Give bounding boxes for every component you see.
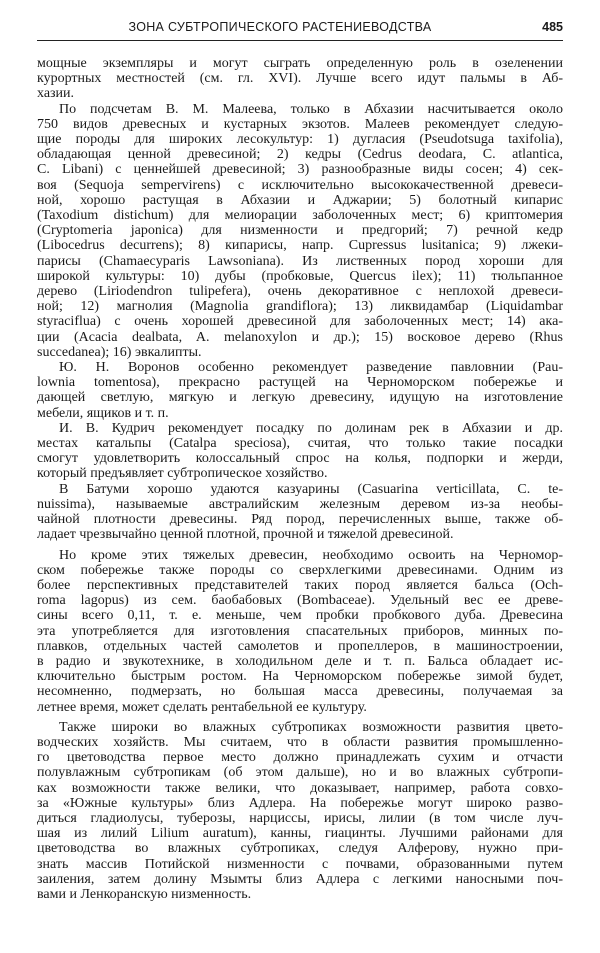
text-line: ной; 12) магнолия (Magnolia grandiflora); 13) ликвидамбар (Liquidambar — [37, 299, 563, 315]
text-line: nuissima), называемые австралийским железным деревом из-за необы- — [37, 496, 563, 512]
paragraph — [37, 360, 563, 421]
text-line: В Батуми хорошо удаются казуарины (Casuarina verticillata, C. te- — [59, 481, 563, 497]
text-line: местах катальпы (Catalpa speciosa), считая, что только такие посадки — [37, 436, 563, 452]
text-line: заиления, затем долину Мзымты близ Адлера с легкими наносными поч- — [37, 871, 563, 887]
paragraph — [37, 421, 563, 482]
text-line: (Cryptomeria japonica) для низменности и предгорий; 7) речной кедр — [37, 223, 563, 239]
text-line: (Taxodium distichum) для мелиорации заболоченных мест; 6) криптомерия — [37, 208, 563, 224]
text-line: летнее время, может сделать рентабельной ее культуру. — [37, 699, 367, 715]
text-line: курортных местностей (см. гл. XVI). Лучше всего идут пальмы в Аб- — [37, 71, 563, 87]
text-line: водческих хозяйств. Мы считаем, что в области развития промышленно- — [37, 734, 563, 750]
text-line: несомненно, подмерзать, но большая масса древесины, получаемая за — [37, 684, 563, 700]
text-line: roma lagopus) из сем. баобабовых (Bombaceae). Удельный вес ее древе- — [37, 593, 563, 609]
text-line: C. Libani) с ценнейшей древесиной; 3) разнообразные виды сосен; 4) сек- — [37, 162, 563, 178]
text-line: ции (Acacia dealbata, A. melanoxylon и др.); 15) восковое дерево (Rhus — [37, 329, 563, 345]
text-line: чайной плотности древесины. Ряд пород, перечисленных выше, также об- — [37, 512, 563, 528]
text-line: lownia tomentosa), прекрасно растущей на Черноморском побережье и — [37, 375, 563, 391]
text-line: Но кроме этих тяжелых древесин, необходимо освоить на Черномор- — [59, 547, 563, 563]
text-line: парисы (Chamaecyparis Lawsoniana). Из лиственных пород хороши для — [37, 253, 563, 269]
text-line: воя (Sequoja sempervirens) с исключительно высококачественной древеси- — [37, 177, 563, 193]
text-line: ладает чрезвычайно ценной плотной, прочной и тяжелой древесиной. — [37, 527, 454, 543]
text-line: смогут удовлетворить колоссальный спрос на колья, подпорки и жерди, — [37, 451, 563, 467]
running-title: ЗОНА СУБТРОПИЧЕСКОГО РАСТЕНИЕВОДСТВА — [128, 20, 432, 34]
text-line: обладающая ценной древесиной; 2) кедры (Cedrus deodara, C. atlantica, — [37, 147, 563, 163]
text-line: ключительно быстрым ростом. На Черноморском побережье зимой будет, — [37, 669, 563, 685]
text-line: хазии. — [37, 86, 75, 102]
text-line: дерево (Liriodendron tulipefera), очень декоративное с неплохой древеси- — [37, 284, 563, 300]
text-line: полувлажным субтропикам (об этом дальше), но и во влажных субтропи- — [37, 765, 563, 781]
text-line: который предъявляет субтропическое хозяйство. — [37, 466, 328, 482]
page-number: 485 — [542, 20, 563, 34]
text-line: вами и Ленкоранскую низменность. — [37, 886, 252, 902]
text-line: за «Южные культуры» близ Адлера. На побережье могут широко разво- — [37, 795, 563, 811]
text-line: плавков, отдельных частей самолетов и пропеллеров, в машиностроении, — [37, 638, 563, 654]
text-line: знать массив Потийской низменности с почвами, образованными путем — [37, 856, 563, 872]
paragraph — [37, 102, 563, 360]
text-line: сины всего 0,11, т. е. меньше, чем пробки пробкового дуба. Древесина — [37, 608, 563, 624]
paragraph — [37, 482, 563, 543]
text-line: ках возможности также велики, что доказывает, например, работа совхо- — [37, 780, 563, 796]
text-line: в радио и звукотехнике, в холодильном деле и т. п. Бальса обладает ис- — [37, 653, 563, 669]
text-line: шая из лилий Lilium auratum), канны, гиацинты. Лучшими районами для — [37, 826, 563, 842]
text-line: более перспективных представителей таких пород является бальса (Och- — [37, 577, 563, 593]
text-line: (Libocedrus decurrens); 8) кипарисы, напр. Cupressus lusitanica; 9) лжеки- — [37, 238, 563, 254]
text-line: широкой культуры: 10) дубы (пробковые, Quercus ilex); 11) тюльпанное — [37, 268, 563, 284]
text-line: мощные экземпляры и могут сыграть определенную роль в озеленении — [37, 56, 563, 71]
text-line: styraciflua) с очень хорошей древесиной для заболоченных мест; 14) ака- — [37, 314, 563, 330]
text-line: эта употребляется для изготовления спасательных приборов, минных по- — [37, 623, 563, 639]
text-line: цветоводства во влажных субтропиках, следуя Алферову, нужно при- — [37, 841, 563, 857]
text-line: 750 видов древесных и кустарных экзотов. Малеев рекомендует следую- — [37, 116, 563, 132]
text-line: ском побережье также породы со сверхлегкими древесинами. Одним из — [37, 562, 563, 578]
text-line: И. В. Кудрич рекомендует посадку по долинам рек в Абхазии и др. — [59, 420, 563, 436]
body-text — [37, 56, 563, 902]
paragraph — [37, 56, 563, 102]
text-line: щие породы для широких лесокультур: 1) дугласия (Pseudotsuga taxifolia), — [37, 132, 563, 148]
paragraph — [37, 548, 563, 715]
header-rule — [37, 40, 563, 41]
text-line: ной, хорошо растущая в Абхазии и Аджарии; 5) болотный кипарис — [37, 192, 563, 208]
text-line: Также широки во влажных субтропиках возможности развития цвето- — [59, 719, 563, 735]
text-line: По подсчетам В. М. Малеева, только в Абхазии насчитывается около — [59, 101, 563, 117]
text-line: дающей светлую, мягкую и легкую древесину, идущую на изготовление — [37, 390, 563, 406]
paragraph — [37, 720, 563, 902]
text-line: диться гладиолусы, туберозы, нарциссы, ирисы, лилии (в том числе луч- — [37, 810, 563, 826]
text-line: го цветоводства первое место должно принадлежать сухим и отчасти — [37, 750, 563, 766]
text-line: succedanea); 16) эвкалипты. — [37, 344, 202, 360]
text-line: Ю. Н. Воронов особенно рекомендует разведение павловнии (Pau- — [59, 360, 563, 376]
running-header — [37, 20, 563, 38]
text-line: мебели, ящиков и т. п. — [37, 405, 169, 421]
